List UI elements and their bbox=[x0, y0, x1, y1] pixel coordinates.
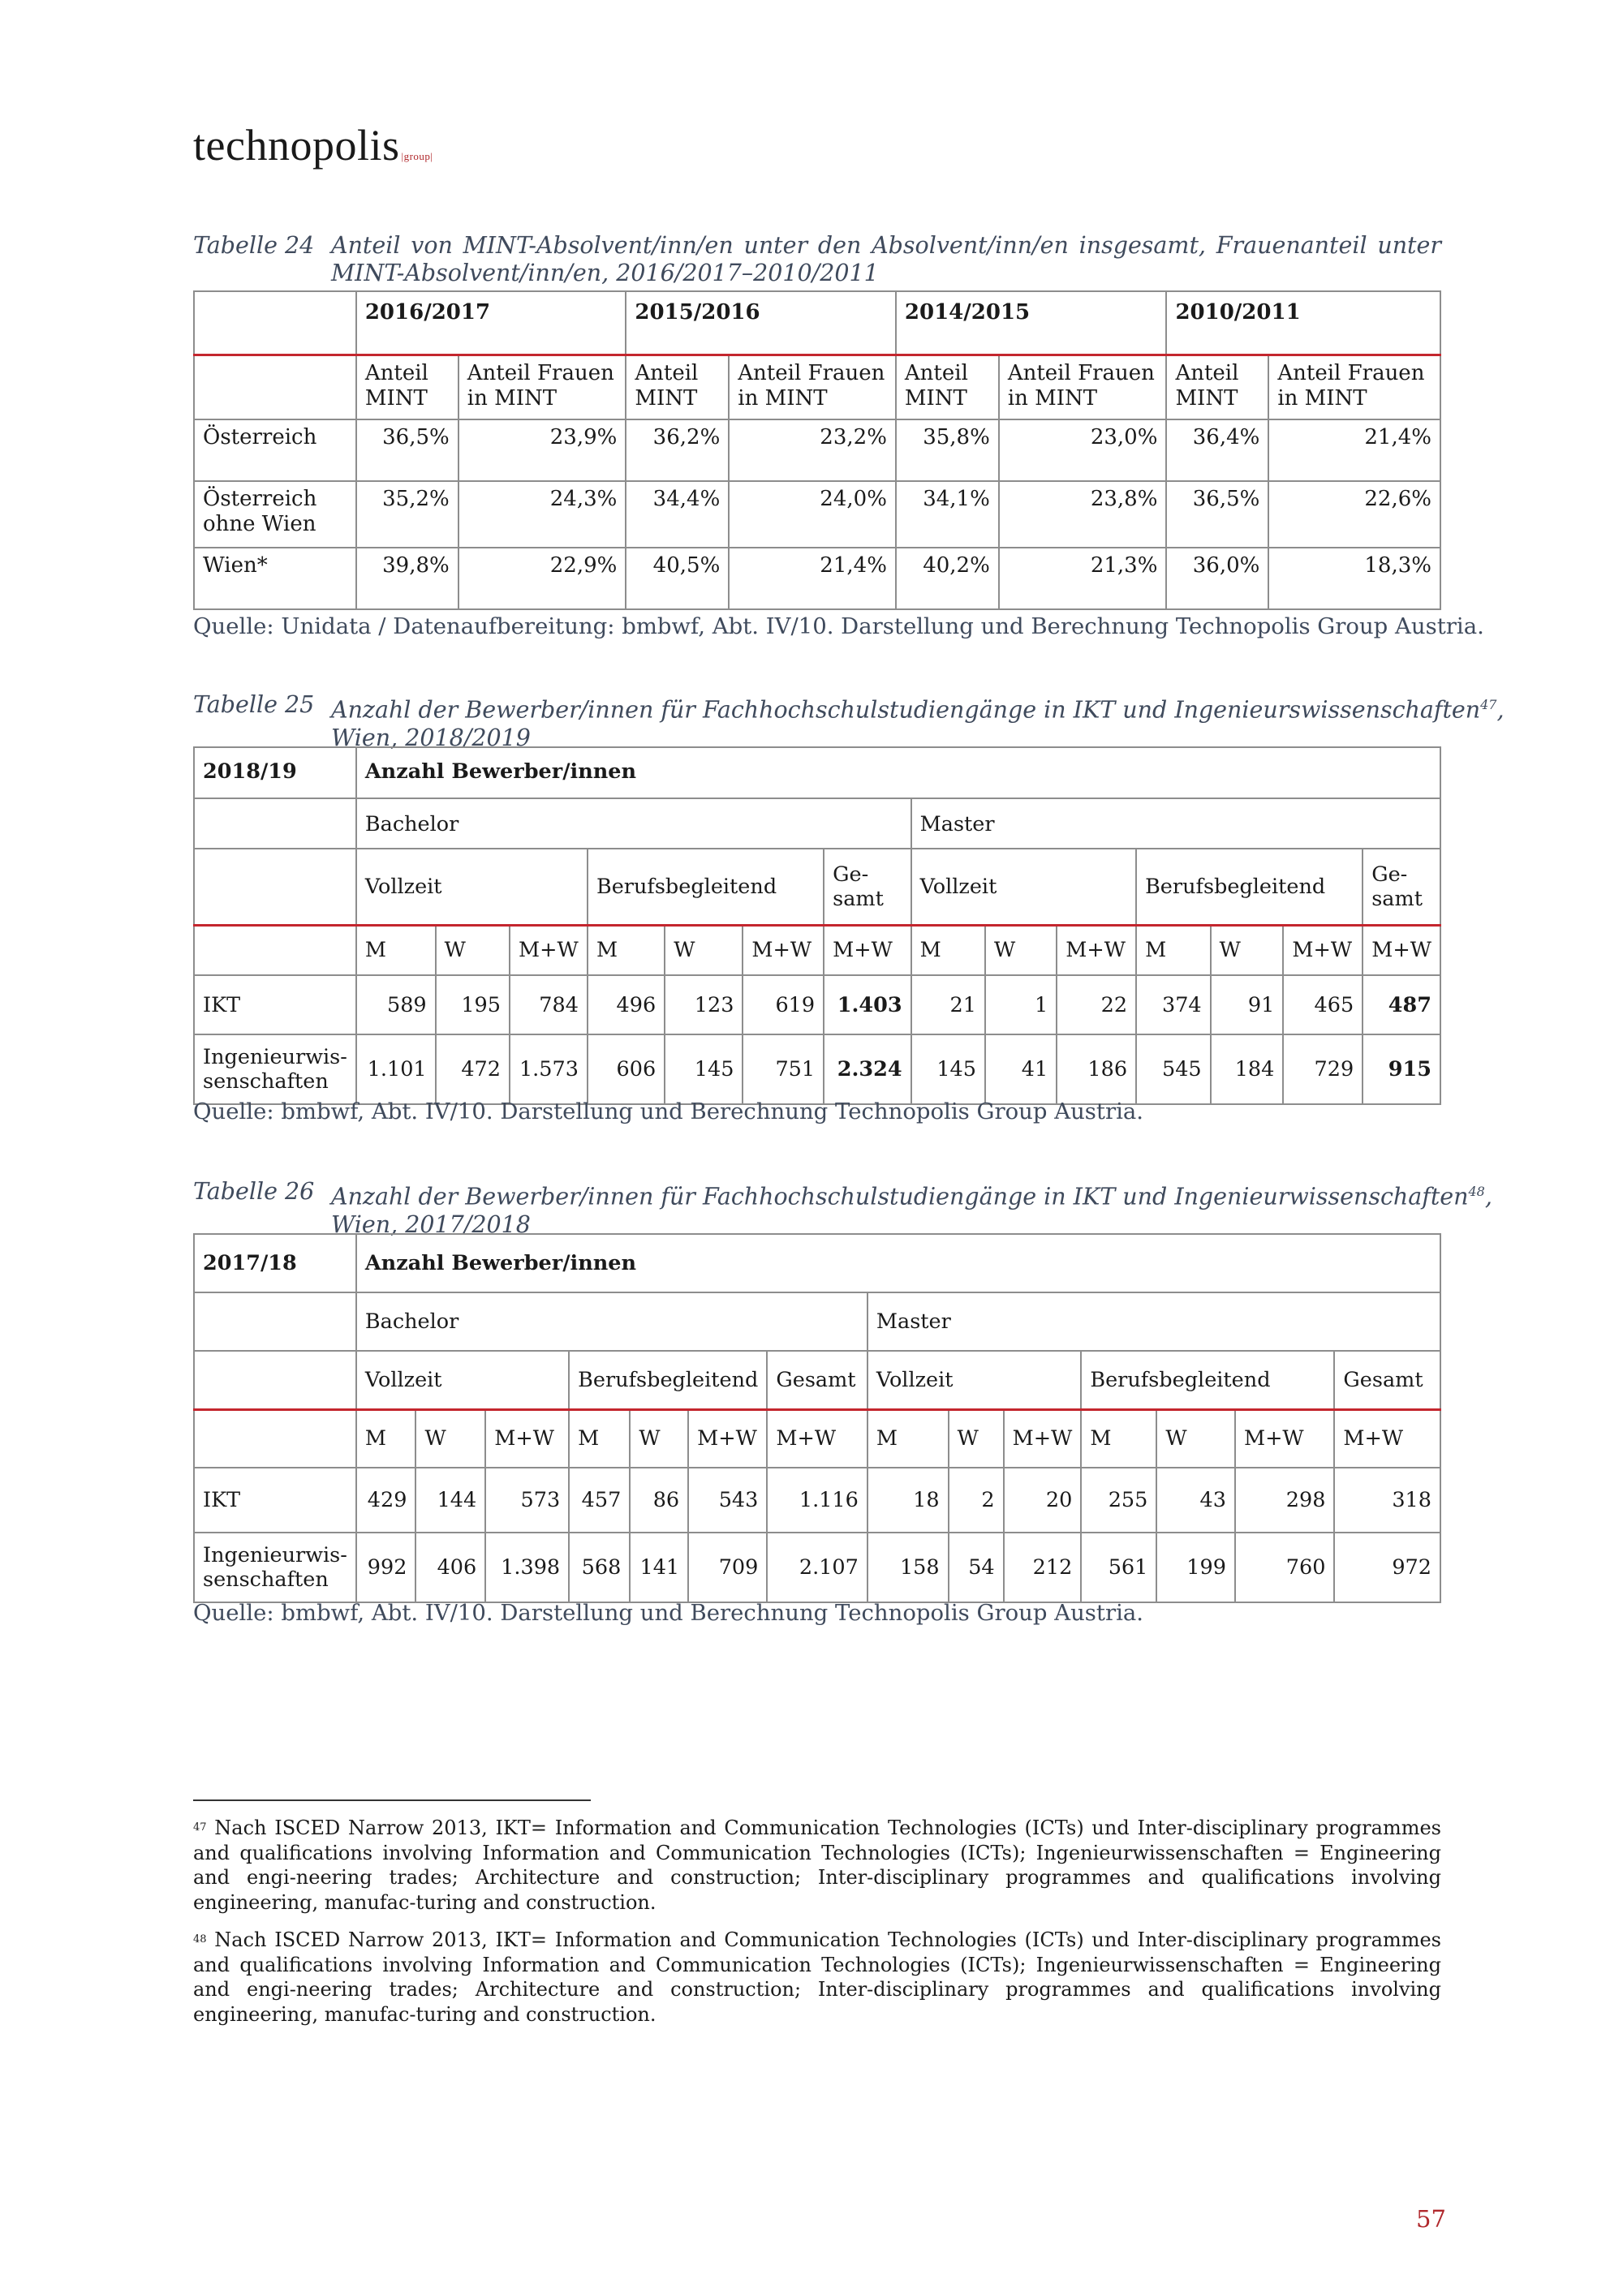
cell: 751 bbox=[743, 1034, 824, 1104]
row-label: Österreich bbox=[194, 419, 356, 481]
table-row bbox=[194, 548, 1440, 609]
cell: 2.324 bbox=[824, 1034, 911, 1104]
cell: 298 bbox=[1235, 1468, 1334, 1533]
cell: 195 bbox=[436, 975, 510, 1034]
row-label: Österreich ohne Wien bbox=[194, 481, 356, 548]
cell: 545 bbox=[1136, 1034, 1211, 1104]
table24-col-anteil-frauen: Anteil Frauen in MINT bbox=[999, 355, 1167, 419]
table26-caption-line2: Wien, 2017/2018 bbox=[331, 1210, 531, 1238]
table24-caption-line1: Anteil von MINT-Absolvent/inn/en unter den Absolvent/inn/en insgesamt, Frauenanteil unter bbox=[331, 232, 1441, 259]
footnote-48 bbox=[193, 1928, 1441, 2027]
cell: 2.107 bbox=[767, 1533, 867, 1602]
table24-col-anteil-frauen: Anteil Frauen in MINT bbox=[1268, 355, 1440, 419]
cell: 35,8% bbox=[896, 419, 999, 481]
table25-berufsbegleitend: Berufsbegleitend bbox=[588, 849, 824, 925]
cell: 573 bbox=[485, 1468, 569, 1533]
col-header: M bbox=[867, 1409, 949, 1468]
cell: 144 bbox=[415, 1468, 485, 1533]
cell: 91 bbox=[1211, 975, 1284, 1034]
cell: 21,4% bbox=[729, 548, 896, 609]
cell: 23,0% bbox=[999, 419, 1167, 481]
col-header: M+W bbox=[688, 1409, 767, 1468]
table-row bbox=[194, 1034, 1440, 1104]
cell: 22,6% bbox=[1268, 481, 1440, 548]
table26-bachelor: Bachelor bbox=[356, 1292, 867, 1351]
cell: 23,9% bbox=[458, 419, 626, 481]
col-header: W bbox=[949, 1409, 1004, 1468]
logo-sub: |group| bbox=[401, 150, 433, 162]
footnote-text: Nach ISCED Narrow 2013, IKT= Information and Communication Technologies (ICTs) und Inter-disciplinary programmes and qualifications involving Information and Communication Technologies (ICTs); Ingenieurwissenschaften = Engineering and engi-neering trades; Architecture and construction; Inter-disciplinary programmes and qualifications involving engineering, manufac-turing and construction. bbox=[193, 1817, 1441, 1914]
row-label: Wien* bbox=[194, 548, 356, 609]
col-header: M+W bbox=[1004, 1409, 1082, 1468]
cell: 1.573 bbox=[510, 1034, 588, 1104]
table26 bbox=[193, 1233, 1441, 1603]
table26-master: Master bbox=[867, 1292, 1440, 1351]
cell: 1.116 bbox=[767, 1468, 867, 1533]
footnote-number: 47 bbox=[193, 1821, 207, 1834]
table25-empty bbox=[194, 849, 356, 925]
table24-col-anteil-mint: Anteil MINT bbox=[626, 355, 729, 419]
table24-corner-2 bbox=[194, 355, 356, 419]
col-header: M bbox=[356, 1409, 416, 1468]
cell: 123 bbox=[665, 975, 743, 1034]
cell: 465 bbox=[1283, 975, 1363, 1034]
cell: 589 bbox=[356, 975, 436, 1034]
cell: 255 bbox=[1081, 1468, 1156, 1533]
col-header: M+W bbox=[1235, 1409, 1334, 1468]
col-header: M+W bbox=[743, 925, 824, 975]
table26-caption bbox=[193, 1178, 1492, 1239]
col-header: M+W bbox=[1057, 925, 1136, 975]
cell: 709 bbox=[688, 1533, 767, 1602]
cell: 34,4% bbox=[626, 481, 729, 548]
technopolis-logo bbox=[193, 120, 433, 170]
cell: 1 bbox=[985, 975, 1057, 1034]
cell: 35,2% bbox=[356, 481, 458, 548]
cell: 543 bbox=[688, 1468, 767, 1533]
cell: 318 bbox=[1334, 1468, 1440, 1533]
cell: 34,1% bbox=[896, 481, 999, 548]
cell: 18,3% bbox=[1268, 548, 1440, 609]
col-header: W bbox=[436, 925, 510, 975]
page-number: 57 bbox=[1416, 2205, 1446, 2233]
table24-year-3: 2014/2015 bbox=[896, 291, 1167, 355]
logo-main: technopolis bbox=[193, 121, 400, 170]
table26-caption-number: Tabelle 26 bbox=[193, 1178, 315, 1205]
cell: 54 bbox=[949, 1533, 1004, 1602]
cell: 561 bbox=[1081, 1533, 1156, 1602]
col-header: M+W bbox=[1334, 1409, 1440, 1468]
cell: 760 bbox=[1235, 1533, 1334, 1602]
table24-corner bbox=[194, 291, 356, 355]
footnote-text: Nach ISCED Narrow 2013, IKT= Information and Communication Technologies (ICTs) und Inter-disciplinary programmes and qualifications involving Information and Communication Technologies (ICTs); Ingenieurwissenschaften = Engineering and engi-neering trades; Architecture and construction; Inter-disciplinary programmes and qualifications involving engineering, manufac-turing and construction. bbox=[193, 1928, 1441, 2026]
cell: 972 bbox=[1334, 1533, 1440, 1602]
cell: 21,4% bbox=[1268, 419, 1440, 481]
cell: 406 bbox=[415, 1533, 485, 1602]
table24-col-anteil-frauen: Anteil Frauen in MINT bbox=[458, 355, 626, 419]
cell: 1.398 bbox=[485, 1533, 569, 1602]
table25-vollzeit: Vollzeit bbox=[911, 849, 1136, 925]
footnote-47 bbox=[193, 1816, 1441, 1915]
footnote-ref-48[interactable]: 48 bbox=[1468, 1184, 1485, 1199]
table25-caption-line2: Wien, 2018/2019 bbox=[331, 724, 531, 751]
cell: 606 bbox=[588, 1034, 665, 1104]
cell: 472 bbox=[436, 1034, 510, 1104]
table25-bachelor: Bachelor bbox=[356, 798, 911, 849]
cell: 21,3% bbox=[999, 548, 1167, 609]
cell: 457 bbox=[569, 1468, 630, 1533]
cell: 86 bbox=[630, 1468, 688, 1533]
cell: 24,3% bbox=[458, 481, 626, 548]
table-row bbox=[194, 1468, 1440, 1533]
table25-master: Master bbox=[911, 798, 1440, 849]
caption-comma: , bbox=[1484, 1183, 1492, 1210]
cell: 429 bbox=[356, 1468, 416, 1533]
col-header: W bbox=[665, 925, 743, 975]
table24-caption bbox=[193, 232, 1441, 287]
table26-empty bbox=[194, 1292, 356, 1351]
cell: 784 bbox=[510, 975, 588, 1034]
table25-caption-number: Tabelle 25 bbox=[193, 691, 315, 718]
table25-gesamt: Ge- samt bbox=[824, 849, 911, 925]
cell: 41 bbox=[985, 1034, 1057, 1104]
cell: 2 bbox=[949, 1468, 1004, 1533]
table25-empty bbox=[194, 798, 356, 849]
cell: 23,2% bbox=[729, 419, 896, 481]
cell: 20 bbox=[1004, 1468, 1082, 1533]
table26-caption-line1: Anzahl der Bewerber/innen für Fachhochschulstudiengänge in IKT und Ingenieurwissenschaften bbox=[331, 1183, 1469, 1210]
table24-source: Quelle: Unidata / Datenaufbereitung: bmbwf, Abt. IV/10. Darstellung und Berechnung Technopolis Group Austria. bbox=[193, 613, 1484, 639]
table25-empty bbox=[194, 925, 356, 975]
col-header: M+W bbox=[824, 925, 911, 975]
table26-berufsbegleitend: Berufsbegleitend bbox=[1081, 1351, 1334, 1409]
cell: 36,0% bbox=[1166, 548, 1268, 609]
col-header: M+W bbox=[485, 1409, 569, 1468]
col-header: W bbox=[985, 925, 1057, 975]
cell: 568 bbox=[569, 1533, 630, 1602]
table25 bbox=[193, 746, 1441, 1105]
table-row bbox=[194, 481, 1440, 548]
table24-year-4: 2010/2011 bbox=[1166, 291, 1440, 355]
table26-source: Quelle: bmbwf, Abt. IV/10. Darstellung und Berechnung Technopolis Group Austria. bbox=[193, 1600, 1144, 1626]
col-header: M bbox=[588, 925, 665, 975]
col-header: M bbox=[569, 1409, 630, 1468]
cell: 36,2% bbox=[626, 419, 729, 481]
cell: 18 bbox=[867, 1468, 949, 1533]
table25-header-main: Anzahl Bewerber/innen bbox=[356, 747, 1440, 798]
cell: 23,8% bbox=[999, 481, 1167, 548]
table26-empty bbox=[194, 1351, 356, 1409]
cell: 39,8% bbox=[356, 548, 458, 609]
table24-col-anteil-mint: Anteil MINT bbox=[356, 355, 458, 419]
col-header: M+W bbox=[1363, 925, 1440, 975]
table25-gesamt: Ge- samt bbox=[1363, 849, 1440, 925]
table-row bbox=[194, 975, 1440, 1034]
col-header: M bbox=[911, 925, 985, 975]
cell: 199 bbox=[1156, 1533, 1235, 1602]
cell: 24,0% bbox=[729, 481, 896, 548]
cell: 729 bbox=[1283, 1034, 1363, 1104]
table26-empty bbox=[194, 1409, 356, 1468]
col-header: M+W bbox=[767, 1409, 867, 1468]
table24-col-anteil-mint: Anteil MINT bbox=[896, 355, 999, 419]
col-header: W bbox=[415, 1409, 485, 1468]
table24-year-1: 2016/2017 bbox=[356, 291, 626, 355]
table24-caption-line2: MINT-Absolvent/inn/en, 2016/2017–2010/2011 bbox=[331, 260, 879, 286]
table25-caption bbox=[193, 691, 1505, 752]
col-header: W bbox=[1211, 925, 1284, 975]
table24-col-anteil-frauen: Anteil Frauen in MINT bbox=[729, 355, 896, 419]
cell: 145 bbox=[665, 1034, 743, 1104]
col-header: W bbox=[1156, 1409, 1235, 1468]
cell: 36,5% bbox=[356, 419, 458, 481]
cell: 43 bbox=[1156, 1468, 1235, 1533]
table25-year: 2018/19 bbox=[194, 747, 356, 798]
col-header: M+W bbox=[1283, 925, 1363, 975]
footnote-number: 48 bbox=[193, 1933, 207, 1946]
cell: 22 bbox=[1057, 975, 1136, 1034]
table26-header-main: Anzahl Bewerber/innen bbox=[356, 1234, 1440, 1292]
table24 bbox=[193, 290, 1441, 610]
table26-berufsbegleitend: Berufsbegleitend bbox=[569, 1351, 767, 1409]
table26-vollzeit: Vollzeit bbox=[867, 1351, 1081, 1409]
row-label: Ingenieurwis- senschaften bbox=[194, 1034, 356, 1104]
col-header: M+W bbox=[510, 925, 588, 975]
cell: 186 bbox=[1057, 1034, 1136, 1104]
row-label: IKT bbox=[194, 1468, 356, 1533]
cell: 36,5% bbox=[1166, 481, 1268, 548]
table-row bbox=[194, 1533, 1440, 1602]
caption-comma: , bbox=[1496, 696, 1505, 724]
table25-caption-line1: Anzahl der Bewerber/innen für Fachhochschulstudiengänge in IKT und Ingenieurswissenschaften bbox=[331, 696, 1481, 724]
cell: 145 bbox=[911, 1034, 985, 1104]
cell: 487 bbox=[1363, 975, 1440, 1034]
table24-year-2: 2015/2016 bbox=[626, 291, 896, 355]
table25-berufsbegleitend: Berufsbegleitend bbox=[1136, 849, 1363, 925]
cell: 1.403 bbox=[824, 975, 911, 1034]
cell: 496 bbox=[588, 975, 665, 1034]
cell: 1.101 bbox=[356, 1034, 436, 1104]
cell: 40,2% bbox=[896, 548, 999, 609]
table26-vollzeit: Vollzeit bbox=[356, 1351, 569, 1409]
col-header: W bbox=[630, 1409, 688, 1468]
cell: 36,4% bbox=[1166, 419, 1268, 481]
row-label: Ingenieurwis- senschaften bbox=[194, 1533, 356, 1602]
footnote-separator bbox=[193, 1799, 591, 1801]
table25-source: Quelle: bmbwf, Abt. IV/10. Darstellung und Berechnung Technopolis Group Austria. bbox=[193, 1099, 1144, 1124]
col-header: M bbox=[1081, 1409, 1156, 1468]
row-label: IKT bbox=[194, 975, 356, 1034]
table26-gesamt: Gesamt bbox=[1334, 1351, 1440, 1409]
col-header: M bbox=[1136, 925, 1211, 975]
cell: 40,5% bbox=[626, 548, 729, 609]
table24-col-anteil-mint: Anteil MINT bbox=[1166, 355, 1268, 419]
footnote-ref-47[interactable]: 47 bbox=[1480, 697, 1497, 712]
cell: 158 bbox=[867, 1533, 949, 1602]
cell: 22,9% bbox=[458, 548, 626, 609]
table24-caption-number: Tabelle 24 bbox=[193, 232, 315, 259]
cell: 374 bbox=[1136, 975, 1211, 1034]
cell: 619 bbox=[743, 975, 824, 1034]
table26-year: 2017/18 bbox=[194, 1234, 356, 1292]
cell: 21 bbox=[911, 975, 985, 1034]
col-header: M bbox=[356, 925, 436, 975]
table25-vollzeit: Vollzeit bbox=[356, 849, 588, 925]
cell: 992 bbox=[356, 1533, 416, 1602]
table-row bbox=[194, 419, 1440, 481]
cell: 212 bbox=[1004, 1533, 1082, 1602]
cell: 915 bbox=[1363, 1034, 1440, 1104]
cell: 184 bbox=[1211, 1034, 1284, 1104]
table26-gesamt: Gesamt bbox=[767, 1351, 867, 1409]
cell: 141 bbox=[630, 1533, 688, 1602]
